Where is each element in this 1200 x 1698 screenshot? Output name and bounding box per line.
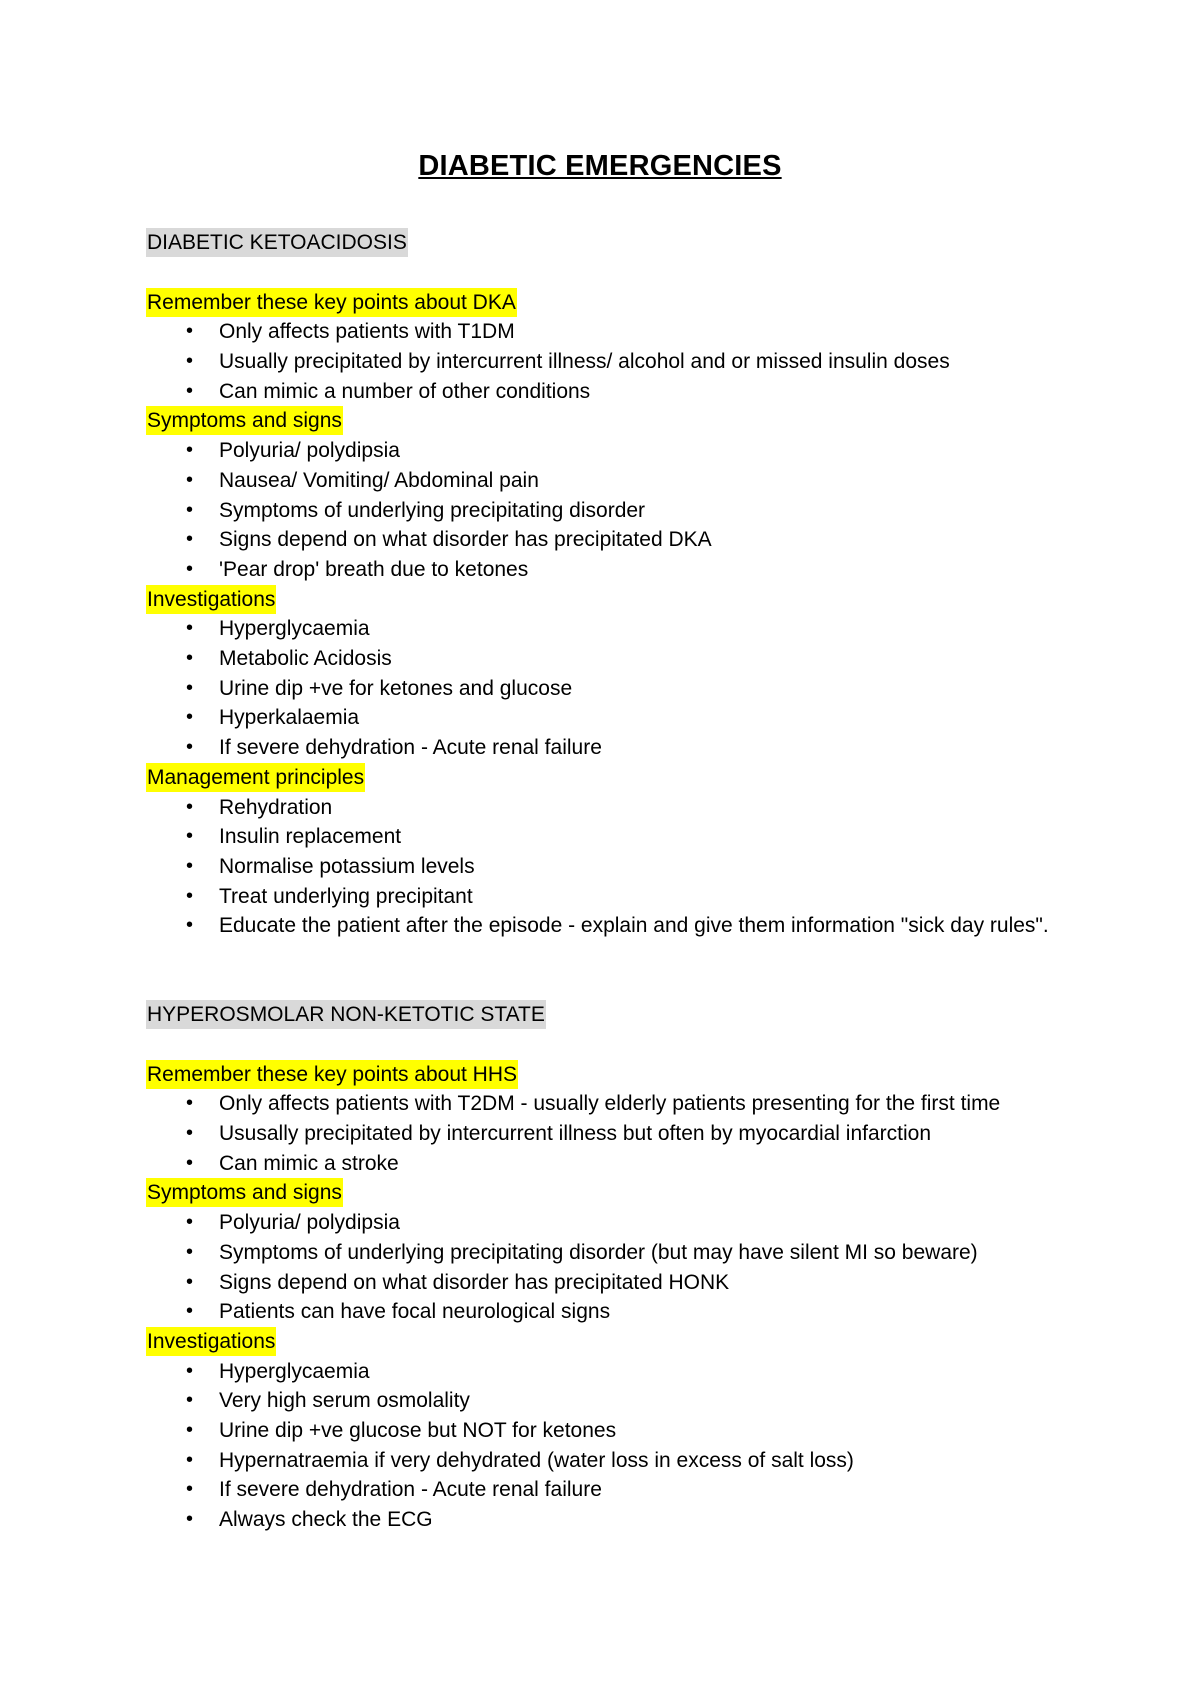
list-item [146,733,1106,763]
bullet-icon: • [186,1300,194,1323]
list-item-text: Always check the ECG [219,1508,433,1532]
list-item [146,317,1106,347]
subheading-highlight: Investigations [146,1327,276,1356]
list-item [146,822,1106,852]
list-item [146,614,1106,644]
bullet-icon: • [186,914,194,937]
subheading-highlight: Symptoms and signs [146,1178,343,1207]
bullet-icon: • [186,647,194,670]
bullet-icon: • [186,1151,194,1174]
section-hhs [146,1000,1106,1535]
bullet-icon: • [186,1359,194,1382]
list-item-text: 'Pear drop' breath due to ketones [219,557,529,581]
bullet-list [146,614,1106,763]
list-item-text: Normalise potassium levels [219,854,475,878]
list-item-text: Treat underlying precipitant [219,884,473,908]
bullet-list [146,1208,1106,1327]
list-item [146,1149,1106,1179]
list-item-text: Polyuria/ polydipsia [219,1211,400,1235]
bullet-icon: • [186,320,194,343]
bullet-icon: • [186,439,194,462]
list-item [146,1505,1106,1535]
list-item-text: Urine dip +ve glucose but NOT for ketones [219,1419,617,1443]
bullet-icon: • [186,468,194,491]
list-item-text: Urine dip +ve for ketones and glucose [219,676,573,700]
list-item [146,525,1106,555]
list-item [146,882,1106,912]
list-item-text: Usually precipitated by intercurrent illness/ alcohol and or missed insulin doses [219,350,950,374]
list-item-text: Hyperglycaemia [219,617,370,641]
list-item-text: Only affects patients with T2DM - usually elderly patients presenting for the first time [219,1092,1001,1116]
bullet-icon: • [186,884,194,907]
list-item-text: Only affects patients with T1DM [219,320,515,344]
list-item [146,703,1106,733]
section-heading: DIABETIC KETOACIDOSIS [146,228,408,257]
subheading-highlight: Symptoms and signs [146,406,343,435]
bullet-list [146,317,1106,406]
subheading-highlight: Remember these key points about DKA [146,288,517,317]
bullet-icon: • [186,617,194,640]
bullet-icon: • [186,736,194,759]
list-item-text: If severe dehydration - Acute renal failure [219,1478,602,1502]
bullet-icon: • [186,854,194,877]
list-item-text: Hypernatraemia if very dehydrated (water loss in excess of salt loss) [219,1448,854,1472]
bullet-list [146,436,1106,585]
list-item-text: If severe dehydration - Acute renal failure [219,736,602,760]
list-item-text: Hyperkalaemia [219,706,360,730]
section-heading: HYPEROSMOLAR NON-KETOTIC STATE [146,1000,546,1029]
bullet-icon: • [186,1478,194,1501]
bullet-icon: • [186,350,194,373]
list-item [146,377,1106,407]
list-item [146,674,1106,704]
list-item-text: Patients can have focal neurological signs [219,1300,611,1324]
subheading-highlight: Management principles [146,763,365,792]
list-item-text: Insulin replacement [219,825,402,849]
list-item-text: Symptoms of underlying precipitating disorder [219,498,646,522]
list-item [146,1446,1106,1476]
list-item [146,436,1106,466]
subheading-highlight: Remember these key points about HHS [146,1060,518,1089]
bullet-list [146,1089,1106,1178]
list-item-text: Symptoms of underlying precipitating disorder (but may have silent MI so beware) [219,1240,978,1264]
bullet-icon: • [186,795,194,818]
list-item-text: Educate the patient after the episode - explain and give them information "sick day rules". [219,914,1049,938]
bullet-icon: • [186,379,194,402]
list-item-text: Signs depend on what disorder has precipitated DKA [219,528,712,552]
list-item-text: Metabolic Acidosis [219,647,392,671]
list-item [146,496,1106,526]
list-item-text: Signs depend on what disorder has precipitated HONK [219,1270,730,1294]
list-item-text: Ususally precipitated by intercurrent illness but often by myocardial infarction [219,1122,932,1146]
bullet-icon: • [186,676,194,699]
list-item-text: Polyuria/ polydipsia [219,439,400,463]
bullet-list [146,793,1106,942]
list-item [146,1297,1106,1327]
bullet-list [146,1357,1106,1535]
subheading-highlight: Investigations [146,585,276,614]
list-item [146,1119,1106,1149]
bullet-icon: • [186,825,194,848]
list-item [146,852,1106,882]
list-item [146,1475,1106,1505]
list-item [146,1386,1106,1416]
list-item [146,466,1106,496]
bullet-icon: • [186,1270,194,1293]
list-item-text: Can mimic a stroke [219,1151,399,1175]
list-item [146,1357,1106,1387]
list-item [146,793,1106,823]
list-item [146,555,1106,585]
list-item [146,911,1099,941]
list-item [146,347,1106,377]
list-item-text: Very high serum osmolality [219,1389,470,1413]
bullet-icon: • [186,1448,194,1471]
bullet-icon: • [186,1211,194,1234]
bullet-icon: • [186,1122,194,1145]
list-item-text: Hyperglycaemia [219,1359,370,1383]
bullet-icon: • [186,557,194,580]
bullet-icon: • [186,1240,194,1263]
bullet-icon: • [186,1419,194,1442]
list-item [146,1238,1106,1268]
list-item-text: Rehydration [219,795,333,819]
section-dka [146,228,1106,941]
bullet-icon: • [186,1508,194,1531]
list-item [146,1089,1099,1119]
bullet-icon: • [186,498,194,521]
list-item [146,1268,1106,1298]
list-item [146,1208,1106,1238]
bullet-icon: • [186,706,194,729]
bullet-icon: • [186,1389,194,1412]
document-title: DIABETIC EMERGENCIES [418,150,782,182]
list-item [146,1416,1106,1446]
bullet-icon: • [186,1092,194,1115]
list-item-text: Can mimic a number of other conditions [219,379,591,403]
list-item [146,644,1106,674]
bullet-icon: • [186,528,194,551]
list-item-text: Nausea/ Vomiting/ Abdominal pain [219,468,539,492]
